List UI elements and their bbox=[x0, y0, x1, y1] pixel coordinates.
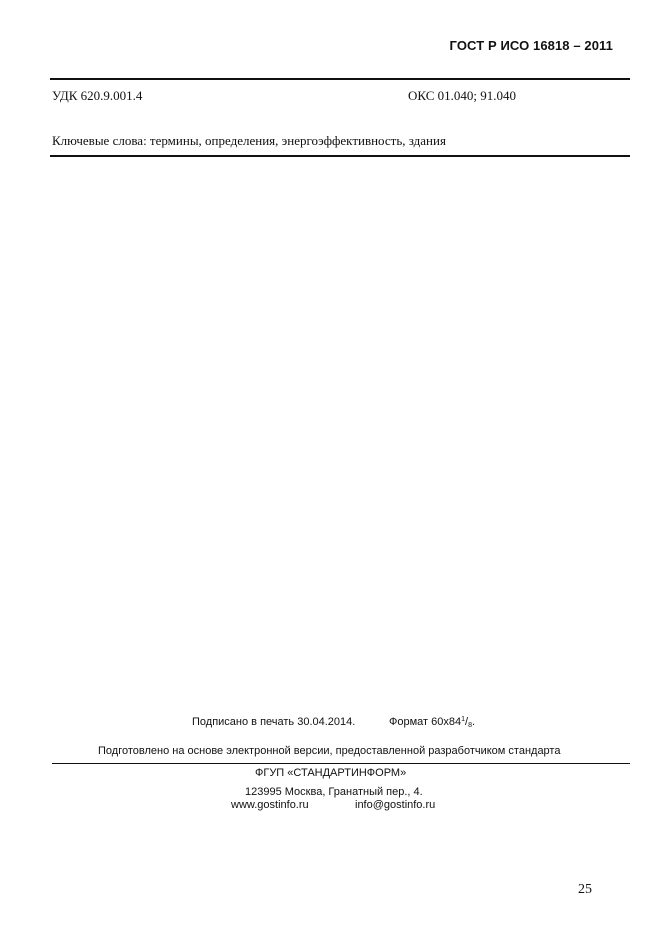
format-label: Формат 60x84 bbox=[389, 716, 462, 728]
format-end: . bbox=[471, 716, 476, 728]
imprint-rule bbox=[52, 763, 630, 764]
format-denominator: 8 bbox=[468, 722, 472, 729]
imprint-publisher: ФГУП «СТАНДАРТИНФОРМ» bbox=[255, 767, 407, 779]
imprint-email[interactable]: info@gostinfo.ru bbox=[355, 799, 436, 811]
keywords-rule bbox=[50, 155, 630, 157]
imprint-format bbox=[389, 716, 475, 729]
imprint-website[interactable]: www.gostinfo.ru bbox=[231, 799, 309, 811]
header-rule bbox=[50, 78, 630, 80]
format-separator: / bbox=[465, 716, 469, 728]
standard-code: ГОСТ Р ИСО 16818 – 2011 bbox=[449, 38, 613, 53]
imprint-prepared: Подготовлено на основе электронной версии, предоставленной разработчиком стандарта bbox=[98, 745, 561, 757]
page-number: 25 bbox=[578, 882, 592, 897]
imprint-signed: Подписано в печать 30.04.2014. bbox=[192, 716, 356, 728]
format-numerator: 1 bbox=[461, 716, 466, 723]
imprint-address: 123995 Москва, Гранатный пер., 4. bbox=[245, 786, 423, 798]
udk-code: УДК 620.9.001.4 bbox=[52, 88, 143, 103]
oks-code: ОКС 01.040; 91.040 bbox=[408, 88, 517, 103]
keywords: Ключевые слова: термины, определения, энергоэффективность, здания bbox=[52, 133, 446, 148]
